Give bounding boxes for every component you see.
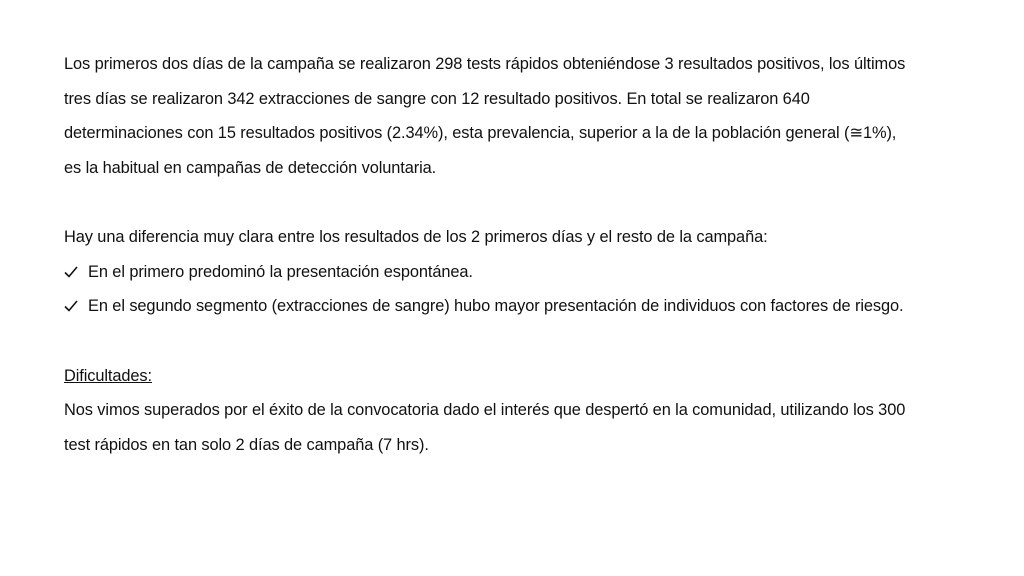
spacer <box>64 188 994 223</box>
spacer <box>64 327 994 362</box>
results-paragraph <box>64 50 994 188</box>
bullet-item <box>64 258 994 293</box>
difficulties-line-2: test rápidos en tan solo 2 días de campaña (7 hrs). <box>64 435 429 454</box>
difficulties-heading: Dificultades: <box>64 366 152 385</box>
bullet-item <box>64 292 994 327</box>
difficulties-line-1: Nos vimos superados por el éxito de la convocatoria dado el interés que despertó en la comunidad, utilizando los 300 <box>64 401 906 419</box>
difference-section <box>64 223 994 327</box>
checkmark-icon <box>64 292 88 321</box>
results-line-3: determinaciones con 15 resultados positivos (2.34%), esta prevalencia, superior a la de la población general (≅1%), <box>64 124 897 142</box>
slide-body <box>64 50 994 465</box>
results-line-4: es la habitual en campañas de detección voluntaria. <box>64 158 437 177</box>
bullet-text: En el segundo segmento (extracciones de sangre) hubo mayor presentación de individuos con factores de riesgo. <box>88 297 904 315</box>
results-line-1: Los primeros dos días de la campaña se realizaron 298 tests rápidos obteniéndose 3 resultados positivos, los últimos <box>64 55 906 73</box>
difference-intro: Hay una diferencia muy clara entre los resultados de los 2 primeros días y el resto de la campaña: <box>64 228 768 246</box>
difficulties-section <box>64 362 994 466</box>
results-line-2: tres días se realizaron 342 extracciones de sangre con 12 resultado positivos. En total se realizaron 640 <box>64 89 810 108</box>
checkmark-icon <box>64 258 88 287</box>
bullet-text: En el primero predominó la presentación espontánea. <box>88 262 473 281</box>
